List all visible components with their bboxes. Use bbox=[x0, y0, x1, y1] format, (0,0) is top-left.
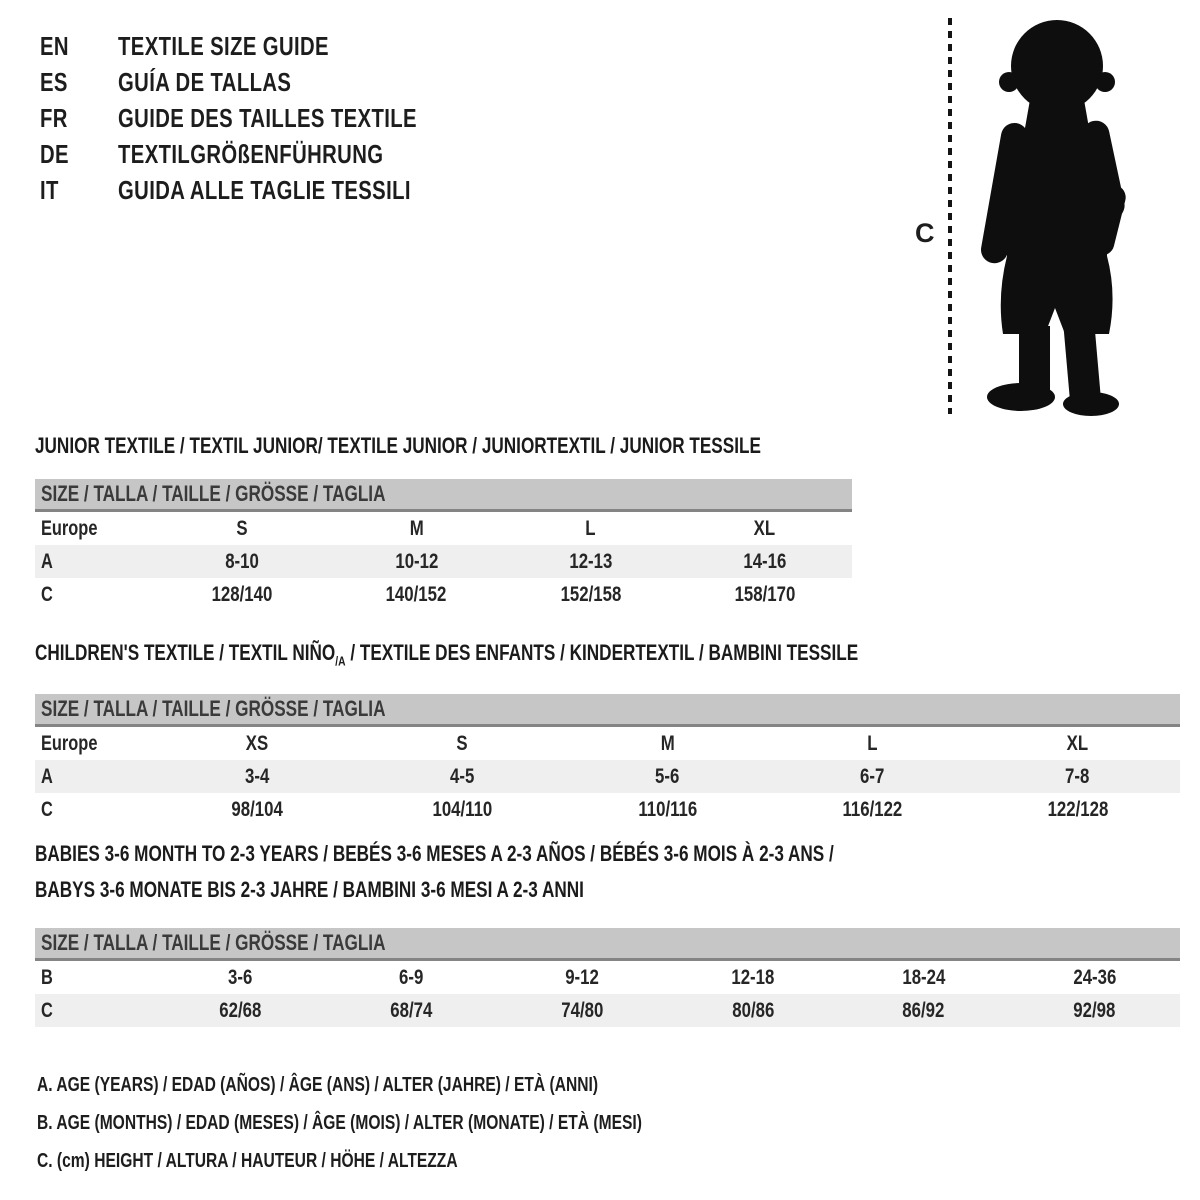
language-title: TEXTILGRÖßENFÜHRUNG bbox=[118, 139, 384, 169]
value-cell: 7-8 bbox=[1065, 764, 1090, 788]
size-table bbox=[35, 961, 1180, 1027]
value-cell: 98/104 bbox=[231, 797, 284, 821]
language-code: ES bbox=[40, 67, 68, 97]
size-header-bar bbox=[35, 928, 1180, 961]
legend-line-a-text: A. AGE (YEARS) / EDAD (AÑOS) / ÂGE (ANS) / ALTER (JAHRE) / ETÀ (ANNI) bbox=[37, 1074, 599, 1096]
table-row bbox=[35, 578, 852, 611]
language-title: TEXTILE SIZE GUIDE bbox=[118, 31, 329, 61]
language-title: GUIDA ALLE TAGLIE TESSILI bbox=[118, 175, 411, 205]
value-cell: XL bbox=[1066, 731, 1089, 755]
height-measure-figure bbox=[905, 16, 1165, 418]
value-cell: 86/92 bbox=[902, 998, 945, 1022]
value-cell: 128/140 bbox=[211, 582, 273, 606]
row-label-cell: Europe bbox=[41, 516, 98, 540]
row-label-cell: C bbox=[41, 998, 53, 1022]
table-row bbox=[35, 727, 1180, 760]
value-cell: XS bbox=[246, 731, 269, 755]
section-junior-textile bbox=[35, 433, 852, 611]
language-title: GUIDE DES TAILLES TEXTILE bbox=[118, 103, 417, 133]
language-row bbox=[40, 28, 501, 64]
size-header-label: SIZE / TALLA / TAILLE / GRÖSSE / TAGLIA bbox=[41, 930, 386, 955]
language-row bbox=[40, 172, 501, 208]
height-dashed-line bbox=[948, 18, 952, 414]
row-label-cell: C bbox=[41, 797, 53, 821]
value-cell: 140/152 bbox=[385, 582, 447, 606]
value-cell: 9-12 bbox=[565, 965, 599, 989]
size-table bbox=[35, 727, 1180, 826]
row-label-cell: A bbox=[41, 764, 53, 788]
value-cell: 12-13 bbox=[569, 549, 613, 573]
table-row bbox=[35, 512, 852, 545]
value-cell: 152/158 bbox=[560, 582, 621, 606]
size-header-bar bbox=[35, 479, 852, 512]
value-cell: 62/68 bbox=[219, 998, 262, 1022]
language-row bbox=[40, 136, 501, 172]
language-code: EN bbox=[40, 31, 69, 61]
value-cell: XL bbox=[754, 516, 776, 540]
size-header-bar bbox=[35, 694, 1180, 727]
table-row bbox=[35, 994, 1180, 1027]
value-cell: 74/80 bbox=[561, 998, 604, 1022]
language-code: DE bbox=[40, 139, 69, 169]
section-title bbox=[35, 433, 852, 459]
legend-line-b-text: B. AGE (MONTHS) / EDAD (MESES) / ÂGE (MOIS) / ALTER (MONATE) / ETÀ (MESI) bbox=[37, 1112, 642, 1134]
row-label-cell: B bbox=[41, 965, 53, 989]
value-cell: 68/74 bbox=[390, 998, 433, 1022]
value-cell: 10-12 bbox=[394, 549, 438, 573]
section-title-text: BABYS 3-6 MONATE BIS 2-3 JAHRE / BAMBINI 3-6 MESI A 2-3 ANNI bbox=[35, 877, 584, 902]
row-label-cell: A bbox=[41, 549, 53, 573]
size-header-label: SIZE / TALLA / TAILLE / GRÖSSE / TAGLIA bbox=[41, 696, 386, 722]
table-row bbox=[35, 545, 852, 578]
language-row bbox=[40, 64, 501, 100]
value-cell: 92/98 bbox=[1073, 998, 1116, 1022]
value-cell: 4-5 bbox=[450, 764, 475, 788]
value-cell: L bbox=[867, 731, 878, 755]
value-cell: 3-6 bbox=[228, 965, 253, 989]
value-cell: S bbox=[456, 731, 469, 755]
size-table bbox=[35, 512, 852, 611]
value-cell: 122/128 bbox=[1047, 797, 1108, 821]
value-cell: 158/170 bbox=[734, 582, 796, 606]
section-title-text: /A bbox=[335, 653, 346, 669]
row-label-cell: Europe bbox=[41, 731, 98, 755]
value-cell: 24-36 bbox=[1073, 965, 1117, 989]
value-cell: 8-10 bbox=[225, 549, 259, 573]
value-cell: 80/86 bbox=[731, 998, 774, 1022]
language-list bbox=[40, 28, 501, 208]
value-cell: 12-18 bbox=[731, 965, 775, 989]
legend-line-b bbox=[37, 1104, 813, 1142]
section-title-text: JUNIOR TEXTILE / TEXTIL JUNIOR/ TEXTILE JUNIOR / JUNIORTEXTIL / JUNIOR TESSILE bbox=[35, 433, 761, 458]
legend bbox=[37, 1066, 813, 1180]
section-childrens-textile bbox=[35, 640, 1180, 826]
value-cell: 110/116 bbox=[638, 797, 697, 821]
section-babies-textile bbox=[35, 836, 1180, 1027]
table-row bbox=[35, 760, 1180, 793]
toddler-silhouette-icon bbox=[965, 16, 1143, 416]
value-cell: M bbox=[409, 516, 424, 540]
legend-line-a bbox=[37, 1066, 813, 1104]
value-cell: L bbox=[585, 516, 596, 540]
measure-c-label: C bbox=[915, 218, 935, 248]
section-title-text: BABIES 3-6 MONTH TO 2-3 YEARS / BEBÉS 3-6 MESES A 2-3 AÑOS / BÉBÉS 3-6 MOIS À 2-3 ANS / bbox=[35, 841, 834, 866]
value-cell: 14-16 bbox=[743, 549, 787, 573]
value-cell: 3-4 bbox=[245, 764, 270, 788]
language-title: GUÍA DE TALLAS bbox=[118, 67, 292, 97]
table-row bbox=[35, 793, 1180, 826]
value-cell: 116/122 bbox=[842, 797, 903, 821]
value-cell: 104/110 bbox=[432, 797, 493, 821]
table-row bbox=[35, 961, 1180, 994]
legend-line-c-text: C. (cm) HEIGHT / ALTURA / HAUTEUR / HÖHE / ALTEZZA bbox=[37, 1150, 458, 1172]
language-row bbox=[40, 100, 501, 136]
language-code: FR bbox=[40, 103, 68, 133]
value-cell: M bbox=[660, 731, 675, 755]
section-title bbox=[35, 640, 1180, 674]
value-cell: 18-24 bbox=[902, 965, 946, 989]
section-title-text: CHILDREN'S TEXTILE / TEXTIL NIÑO bbox=[35, 640, 336, 665]
row-label-cell: C bbox=[41, 582, 53, 606]
value-cell: S bbox=[236, 516, 248, 540]
section-title-text: / TEXTILE DES ENFANTS / KINDERTEXTIL / BAMBINI TESSILE bbox=[345, 640, 859, 665]
value-cell: 6-9 bbox=[399, 965, 424, 989]
size-header-label: SIZE / TALLA / TAILLE / GRÖSSE / TAGLIA bbox=[41, 481, 386, 506]
value-cell: 6-7 bbox=[860, 764, 885, 788]
language-code: IT bbox=[40, 175, 59, 205]
section-title bbox=[35, 836, 1180, 908]
legend-line-c bbox=[37, 1142, 813, 1180]
value-cell: 5-6 bbox=[655, 764, 680, 788]
